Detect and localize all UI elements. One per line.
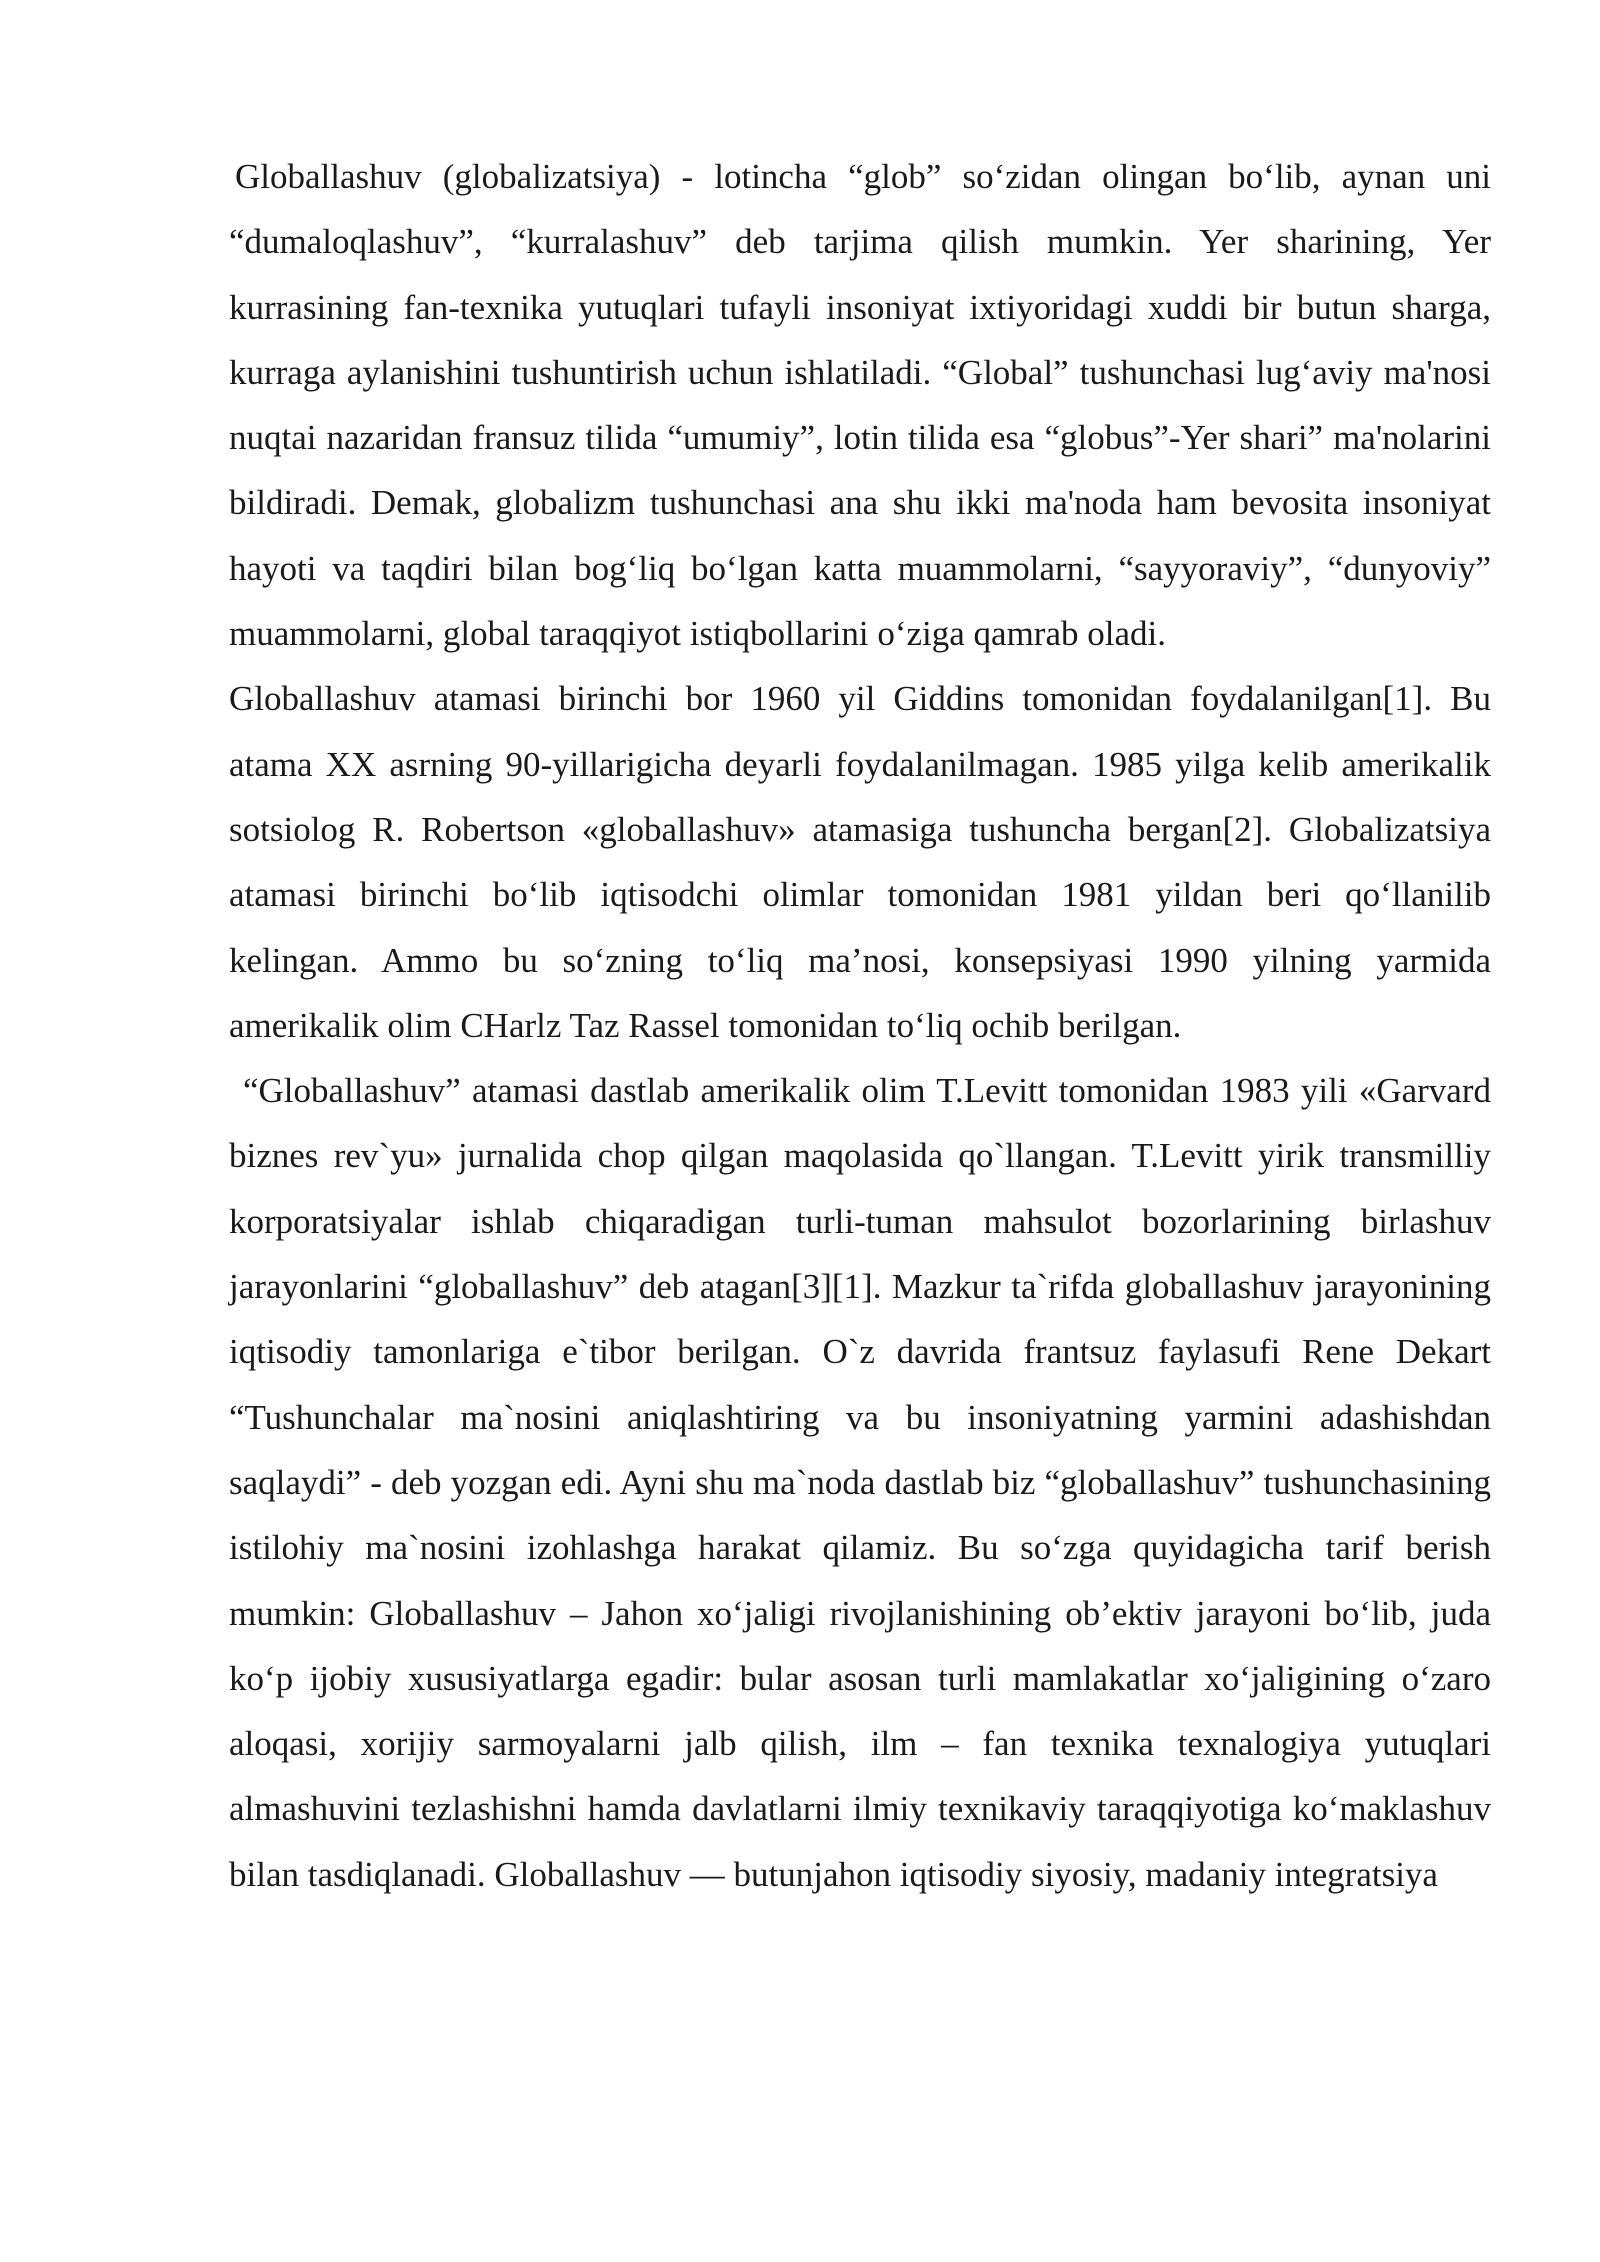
paragraph-term-history: Globallashuv atamasi birinchi bor 1960 yil Giddins tomonidan foydalanilgan[1]. Bu atama XX asrning 90-yillarigicha deyarli foydalanilmagan. 1985 yilga kelib amerikalik sotsiolog R. Robertson «globallashuv» atamasiga tushuncha bergan[2]. Globalizatsiya atamasi birinchi bo‘lib iqtisodchi olimlar tomonidan 1981 yildan beri qo‘llanilib kelingan. Ammo bu so‘zning to‘liq ma’nosi, konsepsiyasi 1990 yilning yarmida amerikalik olim CHarlz Taz Rassel tomonidan to‘liq ochib berilgan. <box>229 679 1491 1045</box>
document-body <box>229 144 1491 1907</box>
paragraph-levitt-origin: “Globallashuv” atamasi dastlab amerikalik olim T.Levitt tomonidan 1983 yili «Garvard biznes rev`yu» jurnalida chop qilgan maqolasida qo`llangan. T.Levitt yirik transmilliy korporatsiyalar ishlab chiqaradigan turli-tuman mahsulot bozorlarining birlashuv jarayonlarini “globallashuv” deb atagan[3][1]. Mazkur ta`rifda globallashuv jarayonining iqtisodiy tamonlariga e`tibor berilgan. O`z davrida frantsuz faylasufi Rene Dekart “Tushunchalar ma`nosini aniqlashtiring va bu insoniyatning yarmini adashishdan saqlaydi” - deb yozgan edi. Ayni shu ma`noda dastlab biz “globallashuv” tushunchasining istilohiy ma`nosini izohlashga harakat qilamiz. Bu so‘zga quyidagicha tarif berish mumkin: Globallashuv – Jahon xo‘jaligi rivojlanishining ob’ektiv jarayoni bo‘lib, juda ko‘p ijobiy xususiyatlarga egadir: bular asosan turli mamlakatlar xo‘jaligining o‘zaro aloqasi, xorijiy sarmoyalarni jalb qilish, ilm – fan texnika texnalogiya yutuqlari almashuvini tezlashishni hamda davlatlarni ilmiy texnikaviy taraqqiyotiga ko‘maklashuv bilan tasdiqlanadi. Globallashuv — butunjahon iqtisodiy siyosiy, madaniy integratsiya <box>229 1071 1491 1894</box>
paragraph-globallashuv-definition: Globallashuv (globalizatsiya) - lotincha “glob” so‘zidan olingan bo‘lib, aynan uni “dumaloqlashuv”, “kurralashuv” deb tarjima qilish mumkin. Yer sharining, Yer kurrasining fan-texnika yutuqlari tufayli insoniyat ixtiyoridagi xuddi bir butun sharga, kurraga aylanishini tushuntirish uchun ishlatiladi. “Global” tushunchasi lug‘aviy ma'nosi nuqtai nazaridan fransuz tilida “umumiy”, lotin tilida esa “globus”-Yer shari” ma'nolarini bildiradi. Demak, globalizm tushunchasi ana shu ikki ma'noda ham bevosita insoniyat hayoti va taqdiri bilan bog‘liq bo‘lgan katta muammolarni, “sayyoraviy”, “dunyoviy” muammolarni, global taraqqiyot istiqbollarini o‘ziga qamrab oladi. <box>229 157 1491 654</box>
